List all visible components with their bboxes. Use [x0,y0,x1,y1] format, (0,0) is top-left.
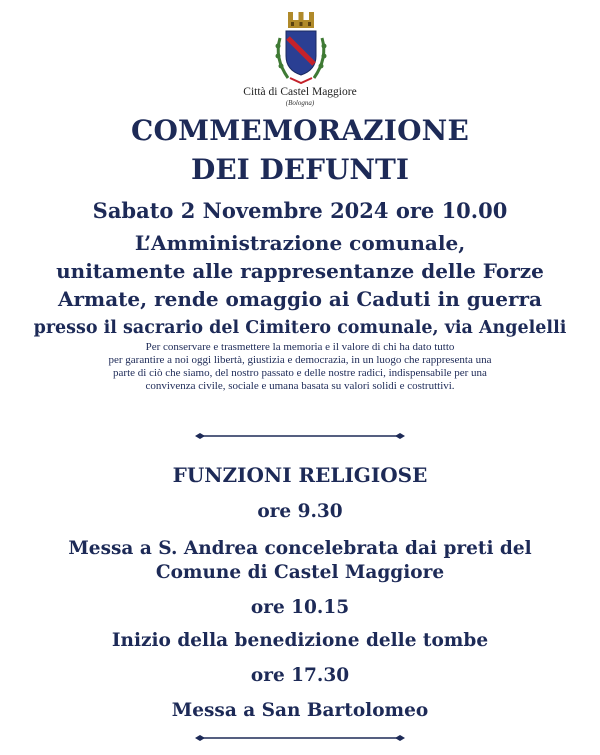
ornamental-divider [195,735,405,741]
body-text-line-2: per garantire a noi oggi libertà, giustizia e democrazia, in un luogo che rappresenta una [108,354,492,366]
service-description: Messa a San Bartolomeo [171,700,429,721]
body-text-line-1: Per conservare e trasmettere la memoria e il valore di chi ha dato tutto [145,341,455,353]
services-heading: FUNZIONI RELIGIOSE [172,463,428,487]
ornamental-divider [195,433,405,439]
title-line-2: DEI DEFUNTI [191,153,409,186]
service-time: ore 9.30 [257,501,343,522]
service-time: ore 10.15 [250,597,350,618]
service-time: ore 17.30 [250,665,350,686]
province-name: (Bologna) [285,99,315,107]
body-text-line-4: convivenza civile, sociale e umana basata su valori solidi e costruttivi. [145,380,455,392]
announcement-line-2: unitamente alle rappresentanze delle Forze [56,259,544,283]
city-name: Città di Castel Maggiore [243,86,357,98]
service-description: Inizio della benedizione delle tombe [111,630,489,651]
service-description: Comune di Castel Maggiore [155,562,445,583]
city-coat-of-arms-icon [266,8,336,88]
announcement-place: presso il sacrario del Cimitero comunale, via Angelelli [33,318,567,338]
title-line-1: COMMEMORAZIONE [130,114,470,147]
body-text-line-3: parte di ciò che siamo, del nostro passato e delle nostre radici, indispensabile per una [113,367,487,379]
announcement-line-1: L’Amministrazione comunale, [134,231,466,255]
event-date: Sabato 2 Novembre 2024 ore 10.00 [92,198,508,223]
service-description: Messa a S. Andrea concelebrata dai preti del [68,538,532,559]
announcement-line-3: Armate, rende omaggio ai Caduti in guerra [58,287,542,311]
